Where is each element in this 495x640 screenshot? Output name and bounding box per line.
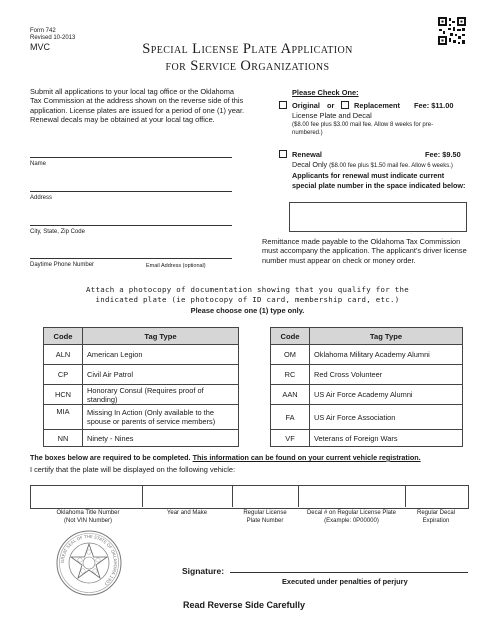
replacement-label: Replacement [354,101,401,110]
tag-code: RC [271,365,310,385]
tag-code: ALN [44,345,83,365]
required-notice-b: This information can be found on your current vehicle registration. [192,453,421,462]
page-title-line1: Special License Plate Application [142,41,353,57]
tag-type-table-right [270,327,463,447]
title-number-field[interactable] [30,485,142,507]
plate-decal-label: License Plate and Decal [292,111,372,120]
table-row[interactable] [271,385,463,405]
instructions-paragraph: Submit all applications to your local tag office or the Oklahoma Tax Commission at the address shown on the reverse side of this application. License plates are issued for a period of one (1) year. Renewal decals may be obtained at your local tag office. [30,87,245,124]
decal-number-label: Decal # on Regular License Plate (Example: 0P00000) [306,510,397,524]
replacement-checkbox[interactable] [341,101,349,109]
attach-line-2: indicated plate (ie photocopy of ID card, membership card, etc.) [95,295,400,304]
tag-type: US Air Force Academy Alumni [310,385,463,405]
tag-type-table-left [43,327,239,447]
renewal-label: Renewal [292,150,322,159]
revised-date: Revised 10-2013 [30,35,76,41]
tag-type: Honorary Consul (Requires proof of standing) [83,385,239,405]
year-make-label: Year and Make [166,510,208,516]
state-seal-icon [56,530,122,596]
city-state-zip-label: City, State, Zip Code [30,229,85,235]
tag-type: American Legion [83,345,239,365]
certify-text: I certify that the plate will be displayed on the following vehicle: [30,465,236,474]
tag-type: Oklahoma Military Academy Alumni [310,345,463,365]
tag-code: HCN [44,385,83,405]
tag-type: Red Cross Volunteer [310,365,463,385]
or-label: or [327,101,335,110]
table-row[interactable] [271,345,463,365]
original-checkbox[interactable] [279,101,287,109]
tag-type-header: Tag Type [310,328,463,345]
page-title-line2: for Service Organizations [165,58,330,74]
tag-code: OM [271,345,310,365]
signature-field[interactable] [230,572,468,573]
tag-code: MIA [44,405,83,430]
plate-number-label: Regular License Plate Number [243,510,287,524]
tag-type-header: Tag Type [83,328,239,345]
tag-type: Ninety - Nines [83,430,239,447]
svg-text:GREAT SEAL OF THE STATE OF OKL: GREAT SEAL OF THE STATE OF OKLAHOMA 1907 [59,533,119,587]
required-notice-a: The boxes below are required to be completed. [30,453,191,462]
table-row[interactable] [44,385,239,405]
tag-code: CP [44,365,83,385]
form-number: Form 742 [30,28,56,34]
choose-one-note: Please choose one (1) type only. [190,306,305,315]
city-state-zip-field[interactable] [30,225,232,226]
decal-number-field[interactable] [298,485,405,507]
name-label: Name [30,161,47,167]
tag-type: Veterans of Foreign Wars [310,430,463,447]
address-field[interactable] [30,191,232,192]
decal-expiration-label: Regular Decal Expiration [416,510,456,524]
table-row[interactable] [271,365,463,385]
tag-code: FA [271,405,310,430]
signature-label: Signature: [182,566,225,576]
original-label: Original [292,101,320,110]
renewal-instructions: Applicants for renewal must indicate current special plate number in the space indicated below: [292,171,466,190]
tag-code: VF [271,430,310,447]
table-row[interactable] [44,430,239,447]
name-field[interactable] [30,157,232,158]
perjury-note: Executed under penalties of perjury [282,577,408,586]
tag-code: AAN [271,385,310,405]
current-plate-number-field[interactable] [289,202,467,232]
required-notice [30,453,470,462]
table-row[interactable] [44,345,239,365]
fee-11-label: Fee: $11.00 [414,101,454,110]
tag-code: NN [44,430,83,447]
phone-email-field[interactable] [30,258,232,259]
decal-expiration-field[interactable] [405,485,467,507]
code-header: Code [271,328,310,345]
tag-type: US Air Force Association [310,405,463,430]
plate-number-field[interactable] [232,485,298,507]
decal-only-label: Decal Only [292,160,328,169]
phone-label: Daytime Phone Number [30,262,95,268]
title-number-label: Oklahoma Title Number (Not VIN Number) [56,510,120,524]
footer-note: Read Reverse Side Carefully [183,600,306,610]
attach-line-1: Attach a photocopy of documentation showing that you qualify for the [86,285,409,294]
fee-11-note: ($8.00 fee plus $3.00 mail fee. Allow 8 weeks for pre-numbered.) [292,122,434,136]
qr-code-icon [438,17,466,45]
address-label: Address [30,195,53,201]
renewal-checkbox[interactable] [279,150,287,158]
fee-9-50-note: ($8.00 fee plus $1.50 mail fee. Allow 6 weeks.) [329,163,453,169]
table-row[interactable] [44,405,239,430]
agency-code: MVC [30,42,50,52]
year-make-field[interactable] [142,485,232,507]
table-row[interactable] [44,365,239,385]
renewal-details [292,160,467,190]
table-row[interactable] [271,430,463,447]
fee-9-50-label: Fee: $9.50 [425,150,461,159]
email-label: Email Address (optional) [146,263,206,269]
check-one-heading: Please Check One: [292,88,359,97]
tag-type: Missing In Action (Only available to the spouse or parents of service members) [83,405,239,430]
table-row[interactable] [271,405,463,430]
code-header: Code [44,328,83,345]
tag-type: Civil Air Patrol [83,365,239,385]
remittance-text: Remittance made payable to the Oklahoma Tax Commission must accompany the application. The applicant’s driver license number must appear on check or money order. [262,237,467,265]
